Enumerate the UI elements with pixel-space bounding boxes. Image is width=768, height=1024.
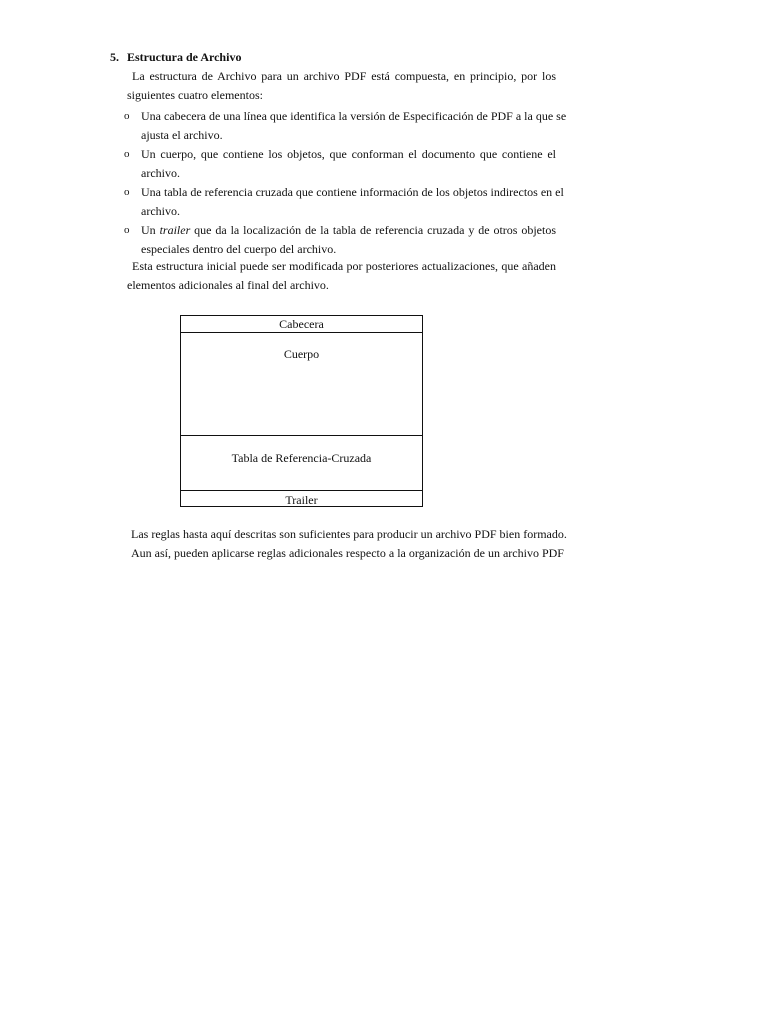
- list-item-line-1: Un cuerpo, que contiene los objetos, que conforman el documento que contiene el: [141, 147, 556, 161]
- diagram-header-box: Cabecera: [181, 316, 422, 333]
- after-list-line-1: Esta estructura inicial puede ser modificada por posteriores actualizaciones, que añaden: [132, 259, 556, 273]
- intro-line-2: siguientes cuatro elementos:: [127, 88, 263, 102]
- bullet-marker: o: [124, 148, 130, 160]
- intro-line-1: La estructura de Archivo para un archivo PDF está compuesta, en principio, por los: [132, 69, 556, 83]
- closing-line-1: Las reglas hasta aquí descritas son suficientes para producir un archivo PDF bien formado.: [131, 527, 567, 541]
- section-heading: [110, 50, 241, 65]
- list-item-line-2: archivo.: [141, 204, 180, 218]
- bullet-marker: o: [124, 110, 130, 122]
- list-item-line-2: archivo.: [141, 166, 180, 180]
- list-item-line-1: Una tabla de referencia cruzada que contiene información de los objetos indirectos en el: [141, 185, 564, 199]
- list-item-line-1: Una cabecera de una línea que identifica la versión de Especificación de PDF a la que se: [141, 109, 567, 123]
- section-title: Estructura de Archivo: [127, 50, 242, 64]
- diagram-xref-box: Tabla de Referencia-Cruzada: [181, 436, 422, 491]
- list-item-emphasis: trailer: [159, 223, 191, 237]
- list-item-text-pre: Un: [141, 223, 160, 237]
- diagram-trailer-box: Trailer: [285, 493, 318, 507]
- diagram-body-box: Cuerpo: [181, 333, 422, 436]
- closing-line-2: Aun así, pueden aplicarse reglas adicionales respecto a la organización de un archivo PDF: [131, 546, 564, 560]
- after-list-line-2: elementos adicionales al final del archivo.: [127, 278, 329, 292]
- bullet-marker: o: [124, 186, 130, 198]
- bullet-marker: o: [124, 224, 130, 236]
- list-item-line-2: especiales dentro del cuerpo del archivo.: [141, 242, 337, 256]
- pdf-structure-diagram: [180, 315, 423, 507]
- list-item-line-2: ajusta el archivo.: [141, 128, 223, 142]
- section-number: 5.: [110, 50, 119, 64]
- list-item-text-post: que da la localización de la tabla de referencia cruzada y de otros objetos: [190, 223, 557, 237]
- list-item-line-1: [141, 221, 556, 240]
